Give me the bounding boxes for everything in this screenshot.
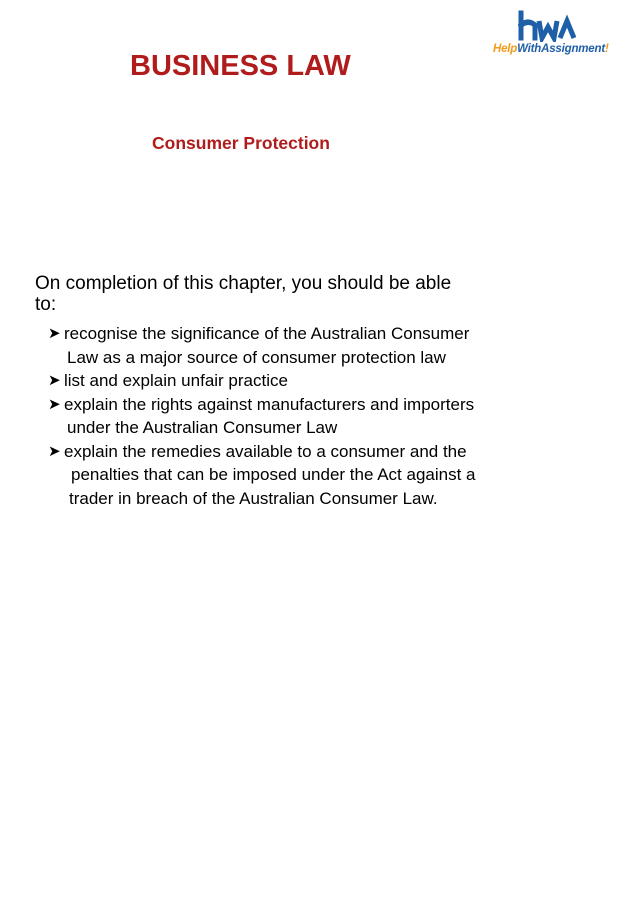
arrow-bullet-icon: ➤	[48, 325, 61, 342]
list-item: ➤ explain the remedies available to a consumer and the penalties that can be imposed under the Act against a trader in breach of the Australian Consumer Law.	[48, 441, 476, 508]
list-item: ➤ explain the rights against manufacturers and importers under the Australian Consumer Law	[48, 394, 475, 437]
page-subtitle: Consumer Protection	[152, 133, 330, 153]
page-title: BUSINESS LAW	[130, 50, 351, 82]
intro-paragraph	[35, 273, 595, 315]
arrow-bullet-icon: ➤	[48, 442, 61, 460]
hwa-logo-icon	[518, 10, 576, 42]
list-item: ➤ recognise the significance of the Australian Consumer Law as a major source of consumer protection law	[48, 324, 470, 367]
logo-wordmark: HelpWithAssignment!	[493, 43, 609, 55]
list-item: ➤ list and explain unfair practice	[48, 369, 608, 393]
intro-line-1: On completion of this chapter, you should be able	[35, 273, 452, 294]
logo	[493, 10, 631, 60]
objectives-list	[48, 322, 608, 510]
intro-line-2: to:	[35, 294, 57, 315]
arrow-bullet-icon: ➤	[48, 395, 61, 413]
arrow-bullet-icon: ➤	[48, 372, 61, 389]
